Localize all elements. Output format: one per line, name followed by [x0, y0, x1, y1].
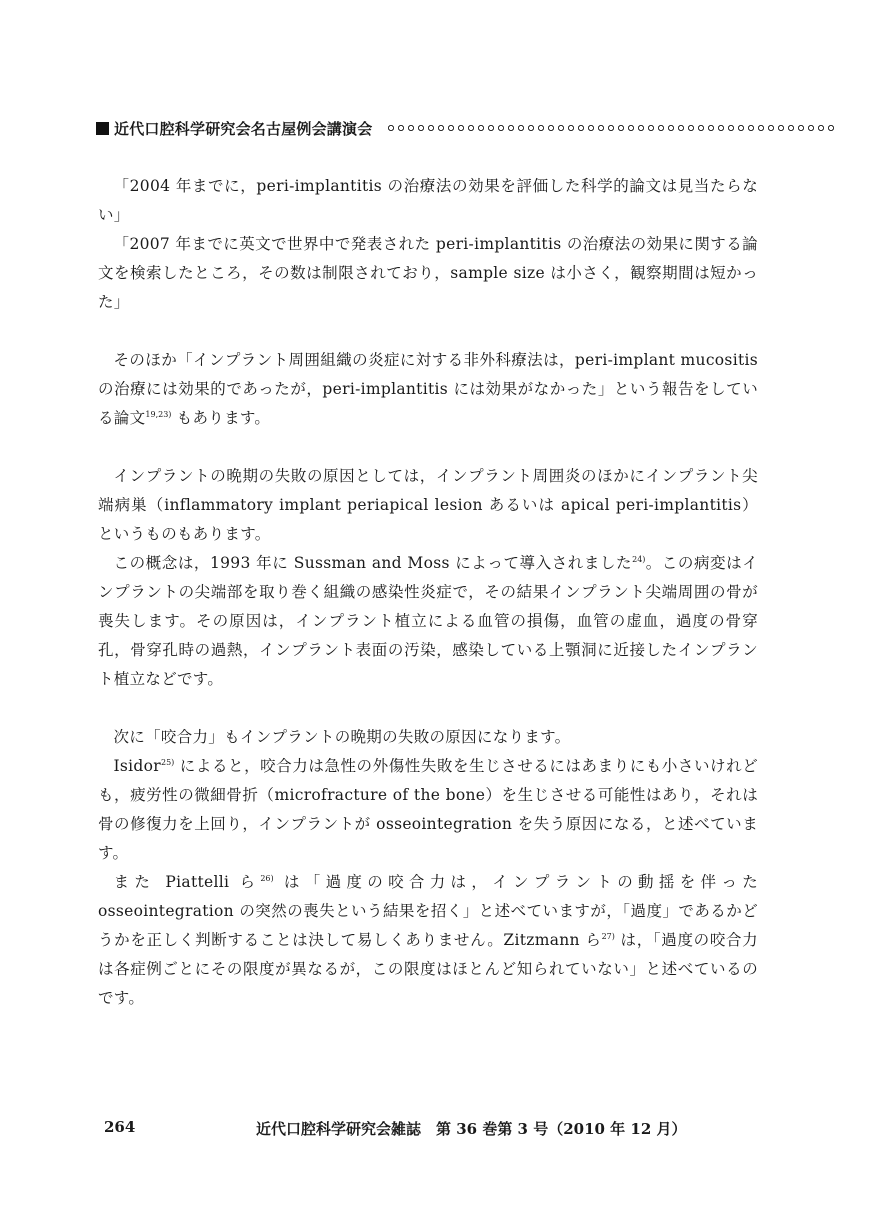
paragraph-text: は，「過度の咬合力は各症例ごとにその限度が異なるが，この限度はほとんど知られていない」と述べているのです。	[98, 931, 758, 1007]
header-square-icon	[96, 122, 109, 135]
page-number: 264	[104, 1118, 136, 1136]
reference-marker: 19,23)	[145, 409, 172, 419]
paragraph-text: そのほか「インプラント周囲組織の炎症に対する非外科療法は，peri-implant mucositis の治療には効果的であったが，peri-implantitis には効果がなかった」という報告をしている論文	[98, 351, 758, 427]
paragraph-gap	[98, 694, 758, 723]
header-ornament-rule	[386, 123, 836, 133]
body-text	[98, 172, 758, 1013]
paragraph: 次に「咬合力」もインプラントの晩期の失敗の原因になります。	[113, 728, 571, 746]
paragraph-text: は「過度の咬合力は，インプラントの動揺を伴った osseointegration の突然の喪失という結果を招く」と述べていますが，「過度」であるかどうかを正しく判断することは決して易しくありません。Zitzmann ら	[98, 873, 758, 949]
paragraph	[98, 549, 758, 694]
section-header	[96, 116, 836, 140]
journal-citation: 近代口腔科学研究会雑誌 第 36 巻第 3 号（2010 年 12 月）	[256, 1120, 687, 1138]
reference-marker: 25)	[161, 757, 175, 767]
paragraph-gap	[98, 317, 758, 346]
reference-marker: 27)	[601, 931, 615, 941]
paragraph-gap	[98, 433, 758, 462]
header-title: 近代口腔科学研究会名古屋例会講演会	[114, 119, 373, 138]
paragraph: 「2007 年までに英文で世界中で発表された peri-implantitis の治療法の効果に関する論文を検索したところ，その数は制限されており，sample size は小さく，観察期間は短かった」	[98, 235, 758, 311]
paragraph: 「2004 年までに，peri-implantitis の治療法の効果を評価した科学的論文は見当たらない」	[98, 177, 758, 224]
paragraph-text: によると，咬合力は急性の外傷性失敗を生じさせるにはあまりにも小さいけれども，疲労性の微細骨折（microfracture of the bone）を生じさせる可能性はあり，それは骨の修復力を上回り，インプラントが osseointegration を失う原因になる，と述べています。	[98, 757, 758, 862]
paragraph-text: また Piattelli ら	[113, 873, 261, 891]
paragraph-text: Isidor	[113, 757, 161, 775]
paragraph-text: もあります。	[171, 409, 271, 427]
paragraph: インプラントの晩期の失敗の原因としては，インプラント周囲炎のほかにインプラント尖端病巣（inflammatory implant periapical lesion あるいは apical peri-implantitis）というものもあります。	[98, 467, 758, 543]
reference-marker: 24)	[632, 554, 646, 564]
paragraph	[98, 346, 758, 433]
paragraph	[98, 868, 758, 1013]
paragraph-text: 。この病変はインプラントの尖端部を取り巻く組織の感染性炎症で，その結果インプラント尖端周囲の骨が喪失します。その原因は，インプラント植立による血管の損傷，血管の虚血，過度の骨穿孔，骨穿孔時の過熱，インプラント表面の汚染，感染している上顎洞に近接したインプラント植立などです。	[98, 554, 758, 688]
reference-marker: 26)	[260, 873, 274, 883]
paragraph-text: この概念は，1993 年に Sussman and Moss によって導入されました	[113, 554, 633, 572]
paragraph	[98, 752, 758, 868]
page-footer	[0, 1118, 870, 1142]
